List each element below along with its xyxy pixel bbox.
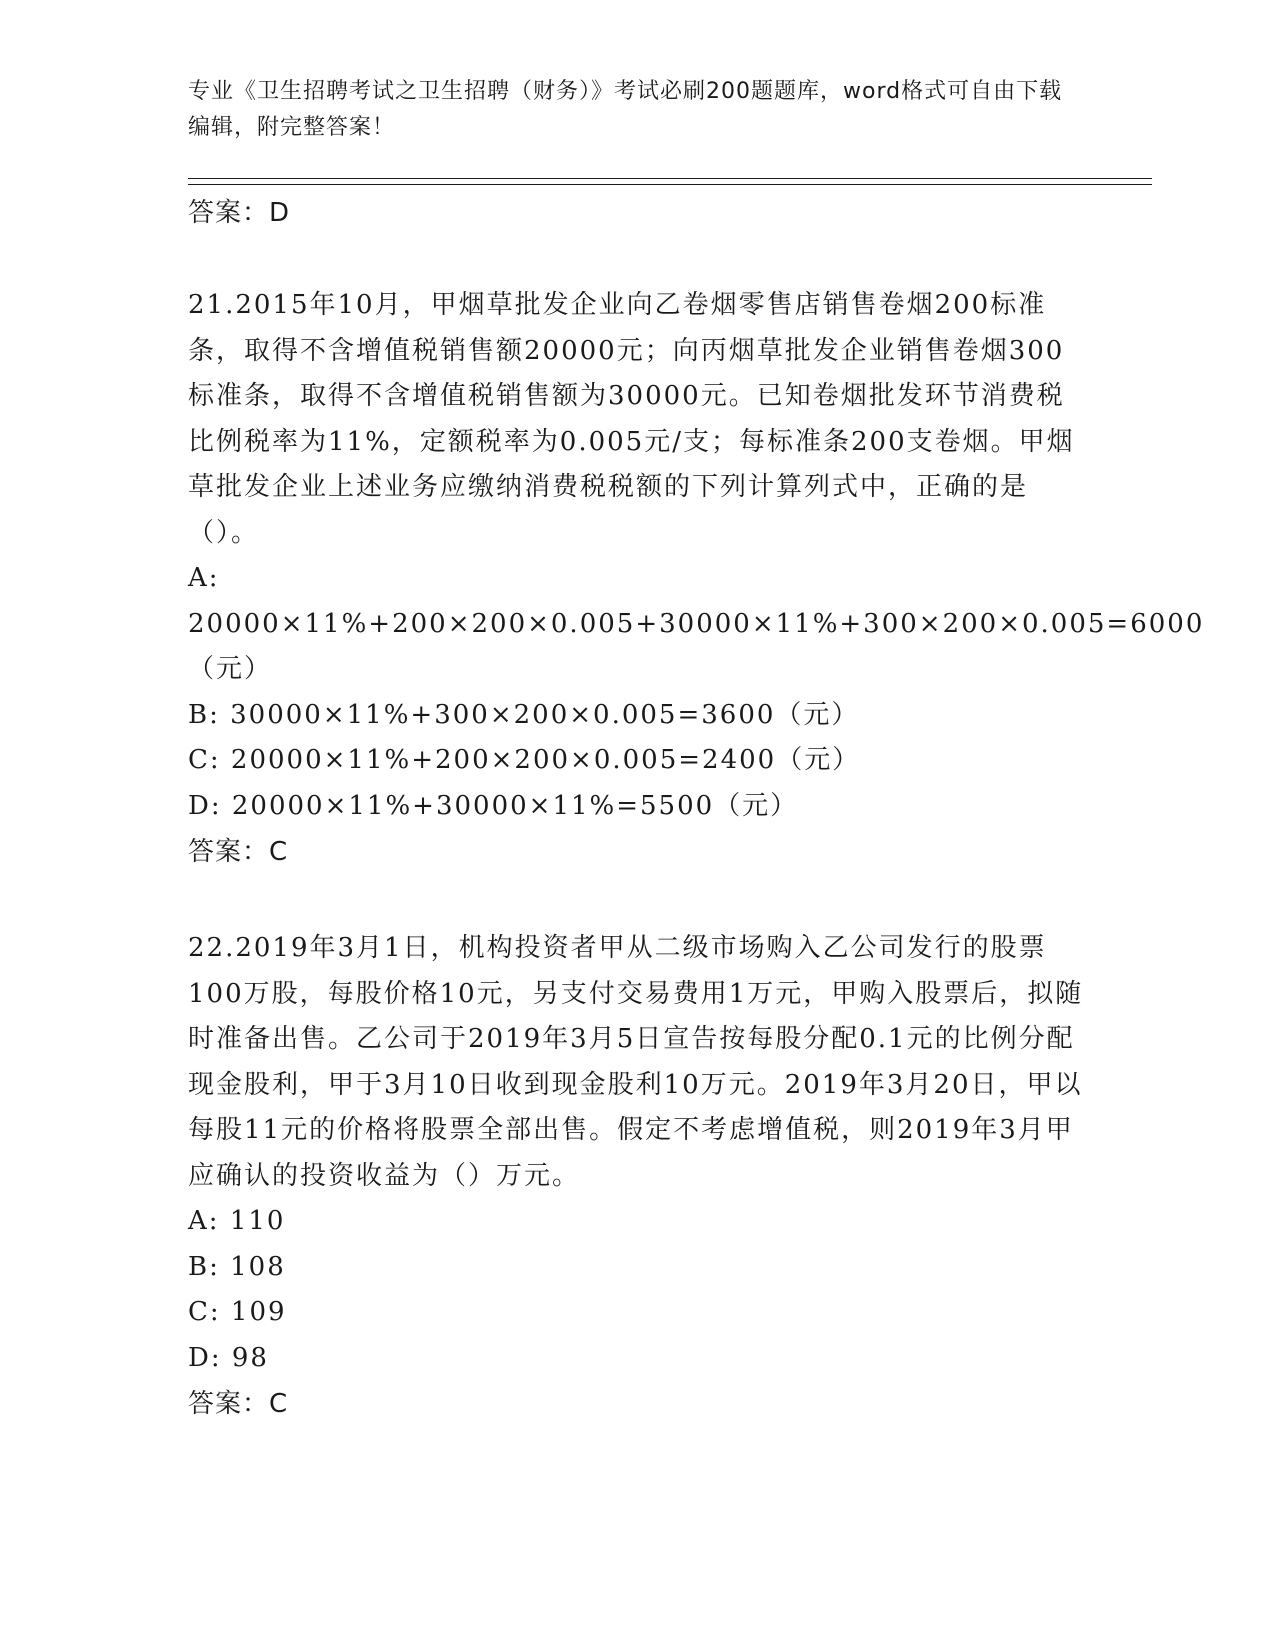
page-header [188, 74, 1068, 146]
previous-answer: 答案：D [188, 198, 291, 228]
option-letter: C: [188, 745, 221, 775]
header-rule-bottom [188, 184, 1152, 185]
option-text: 30000×11%+300×200×0.005=3600（元） [230, 699, 860, 730]
header-text: 专业《卫生招聘考试之卫生招聘（财务）》考试必刷200题题库，word格式可自由下载编辑，附完整答案！ [188, 79, 1063, 140]
option-d [188, 1336, 1088, 1382]
document-body [188, 190, 1205, 1427]
option-letter: A: [188, 563, 220, 593]
option-c [188, 738, 1088, 784]
spacer [188, 875, 1088, 926]
option-c [188, 1290, 1088, 1336]
question-stem: 22.2019年3月1日，机构投资者甲从二级市场购入乙公司发行的股票100万股，每股价格10元，另支付交易费用1万元，甲购入股票后，拟随时准备出售。乙公司于2019年3月5日宣告按每股分配0.1元的比例分配现金股利，甲于3月10日收到现金股利10万元。2019年3月20日，甲以每股11元的价格将股票全部出售。假定不考虑增值税，则2019年3月甲应确认的投资收益为（）万元。 [188, 933, 1084, 1191]
spacer [188, 236, 1088, 283]
question-answer: 答案：C [188, 837, 289, 867]
question-answer: 答案：C [188, 1389, 289, 1419]
option-text: 109 [230, 1297, 287, 1327]
option-text: 20000×11%+200×200×0.005+30000×11%+300×200×0.005=6000（元） [188, 608, 1205, 684]
option-text: 108 [230, 1251, 286, 1282]
option-a [188, 1199, 1088, 1245]
option-letter: D: [188, 1342, 222, 1373]
option-letter: B: [188, 1251, 220, 1282]
option-text: 20000×11%+200×200×0.005=2400（元） [230, 745, 861, 775]
question-22 [188, 926, 1088, 1427]
option-b [188, 1245, 1088, 1291]
question-stem: 21.2015年10月，甲烟草批发企业向乙卷烟零售店销售卷烟200标准条，取得不含增值税销售额20000元；向丙烟草批发企业销售卷烟300标准条，取得不含增值税销售额为30000元。已知卷烟批发环节消费税比例税率为11%，定额税率为0.005元/支；每标准条200支卷烟。甲烟草批发企业上述业务应缴纳消费税税额的下列计算列式中，正确的是（）。 [188, 290, 1075, 548]
option-letter: D: [188, 790, 222, 821]
header-rule-top [188, 178, 1152, 179]
option-a [188, 556, 1205, 693]
option-text: 110 [229, 1206, 286, 1236]
option-b [188, 693, 1088, 739]
option-text: 20000×11%+30000×11%=5500（元） [231, 790, 799, 821]
option-letter: A: [188, 1206, 220, 1236]
question-21 [188, 283, 1205, 875]
option-text: 98 [231, 1342, 269, 1373]
option-letter: B: [188, 699, 220, 730]
option-d [188, 784, 1088, 830]
option-letter: C: [188, 1297, 221, 1327]
